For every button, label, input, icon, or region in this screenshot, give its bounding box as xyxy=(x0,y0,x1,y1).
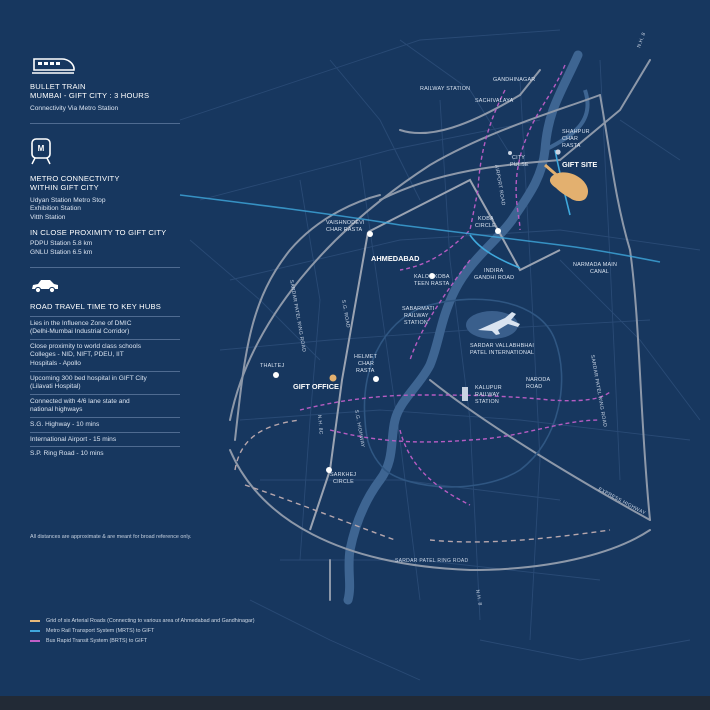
road-item-2-line-3: Hospitals - Apollo xyxy=(30,359,81,367)
label-narmada-2: CANAL xyxy=(590,269,609,275)
label-nh8-bottom: N.H. 8 xyxy=(474,589,483,607)
bullet-train-title-1: BULLET TRAIN xyxy=(30,82,86,91)
label-gift-office: GIFT OFFICE xyxy=(293,382,339,391)
minor-roads xyxy=(180,30,700,680)
label-vaishnodevi-2: CHAR RASTA xyxy=(326,227,363,233)
road-item-3-line-2: (Lilavati Hospital) xyxy=(30,383,81,391)
label-shahpur-1: SHAHPUR xyxy=(562,129,590,135)
label-ring-road-left: SARDAR PATEL RING ROAD xyxy=(288,279,307,353)
road-item-5: S.G. Highway - 10 mins xyxy=(30,420,100,428)
label-indira-2: GANDHI ROAD xyxy=(474,275,515,281)
legend-item-arterial xyxy=(30,616,255,626)
label-sachivalaya: SACHIVALAYA xyxy=(475,98,514,104)
kalupur-station-marker xyxy=(462,387,468,401)
legend-item-metro xyxy=(30,626,255,636)
label-kalolkoba-2: TEEN RASTA xyxy=(414,281,450,287)
road-item-4-line-1: Connected with 4/6 lane state and xyxy=(30,397,130,405)
road-item-3-line-1: Upcoming 300 bed hospital in GIFT City xyxy=(30,374,147,382)
label-airport-2: PATEL INTERNATIONAL xyxy=(470,350,535,356)
gift-office-pin xyxy=(330,375,337,382)
info-panel xyxy=(30,55,180,459)
gift-site-area xyxy=(550,172,588,201)
legend-swatch-arterial xyxy=(30,620,40,622)
label-sabarmati-1: SABARMATI xyxy=(402,306,435,312)
label-city-pulse-1: CITY xyxy=(512,155,526,161)
legend-text-metro: Metro Rail Transport System (MRTS) to GIFT xyxy=(46,628,155,634)
label-shahpur-3: RASTA xyxy=(562,143,581,149)
road-item-7: S.P. Ring Road - 10 mins xyxy=(30,450,104,458)
metro-station-2: Exhibition Station xyxy=(30,205,81,213)
label-kalupur-3: STATION xyxy=(475,399,499,405)
road-item-6: International Airport - 15 mins xyxy=(30,435,117,443)
proximity-2: GNLU Station 6.5 km xyxy=(30,248,93,256)
label-ring-road-right: SARDAR PATEL RING ROAD xyxy=(589,354,608,428)
label-sg-road: S.G. ROAD xyxy=(340,299,351,329)
label-gift-site: GIFT SITE xyxy=(562,160,598,169)
label-airport-1: SARDAR VALLABHBHAI xyxy=(470,343,535,349)
label-nh8-top: N.H. 8 xyxy=(636,31,648,49)
label-kalupur-1: KALUPUR xyxy=(475,385,502,391)
proximity-title: IN CLOSE PROXIMITY TO GIFT CITY xyxy=(30,228,167,238)
label-sabarmati-3: STATION xyxy=(404,320,428,326)
label-koba-2: CIRCLE xyxy=(475,223,496,229)
metro-title-2: WITHIN GIFT CITY xyxy=(30,182,99,192)
bullet-train-title-2: MUMBAI - GIFT CITY : 3 HOURS xyxy=(30,91,150,100)
label-sarkhej-2: CIRCLE xyxy=(333,479,354,485)
label-airport-road: AIRPORT ROAD xyxy=(493,164,507,207)
bullet-train-icon xyxy=(30,55,76,75)
bottom-bar xyxy=(0,696,710,710)
sabarmati-river xyxy=(348,55,578,600)
road-item-1-line-2: (Delhi-Mumbai Industrial Corridor) xyxy=(30,328,130,336)
bullet-train-note: Connectivity Via Metro Station xyxy=(30,105,119,112)
road-title: ROAD TRAVEL TIME TO KEY HUBS xyxy=(30,301,162,311)
label-helmet-3: RASTA xyxy=(356,368,375,374)
label-naroda-1: NARODA xyxy=(526,377,551,383)
proximity-1: PDPU Station 5.8 km xyxy=(30,240,93,248)
label-railway-station: RAILWAY STATION xyxy=(420,86,471,92)
label-sabarmati-2: RAILWAY xyxy=(404,313,429,319)
label-ahmedabad: AHMEDABAD xyxy=(371,254,420,263)
label-indira-1: INDIRA xyxy=(484,268,504,274)
arterial-dashed-roads xyxy=(235,420,610,542)
label-ring-road-bottom: SARDAR PATEL RING ROAD xyxy=(395,558,469,564)
metro-title-1: METRO CONNECTIVITY xyxy=(30,173,120,183)
label-nh8c: N.H. 8C xyxy=(316,414,324,435)
map-legend xyxy=(30,616,255,646)
disclaimer: All distances are approximate & are meant for broad reference only. xyxy=(30,534,192,540)
label-express-highway: EXPRESS HIGHWAY xyxy=(597,486,647,517)
label-gandhinagar: GANDHINAGAR xyxy=(493,77,536,83)
metro-icon-letter: M xyxy=(37,143,45,153)
label-thaltej: THALTEJ xyxy=(260,363,285,369)
road-item-2-line-2: Colleges - NID, NIFT, PDEU, IIT xyxy=(30,351,124,359)
metro-station-3: Vitth Station xyxy=(30,213,66,221)
label-koba-1: KOBA xyxy=(478,216,494,222)
label-helmet-2: CHAR xyxy=(358,361,375,367)
label-kalupur-2: RAILWAY xyxy=(475,392,500,398)
metro-icon xyxy=(30,137,52,165)
road-item-2-line-1: Close proximity to world class schools xyxy=(30,342,142,350)
label-helmet-1: HELMET xyxy=(354,354,378,360)
legend-text-brts: Bus Rapid Transit System (BRTS) to GIFT xyxy=(46,638,148,644)
metro-station-1: Udyan Station Metro Stop xyxy=(30,196,106,204)
legend-swatch-metro xyxy=(30,630,40,632)
label-narmada-1: NARMADA MAIN xyxy=(573,262,618,268)
label-vaishnodevi-1: VAISHNODEVI xyxy=(326,220,365,226)
legend-text-arterial: Grid of six Arterial Roads (Connecting to various area of Ahmedabad and Gandhinagar) xyxy=(46,618,255,624)
label-sarkhej-1: SARKHEJ xyxy=(330,472,357,478)
road-item-1-line-1: Lies in the Influence Zone of DMIC xyxy=(30,319,132,327)
road-item-4-line-2: national highways xyxy=(30,406,83,414)
legend-swatch-brts xyxy=(30,640,40,642)
legend-item-brts xyxy=(30,636,255,646)
label-sg-highway: S.G. HIGHWAY xyxy=(353,409,366,449)
label-shahpur-2: CHAR xyxy=(562,136,579,142)
label-city-pulse-2: PULSE xyxy=(510,162,529,168)
label-kalolkoba-1: KALOL KOBA xyxy=(414,274,450,280)
car-icon xyxy=(30,278,60,294)
label-naroda-2: ROAD xyxy=(526,384,543,390)
